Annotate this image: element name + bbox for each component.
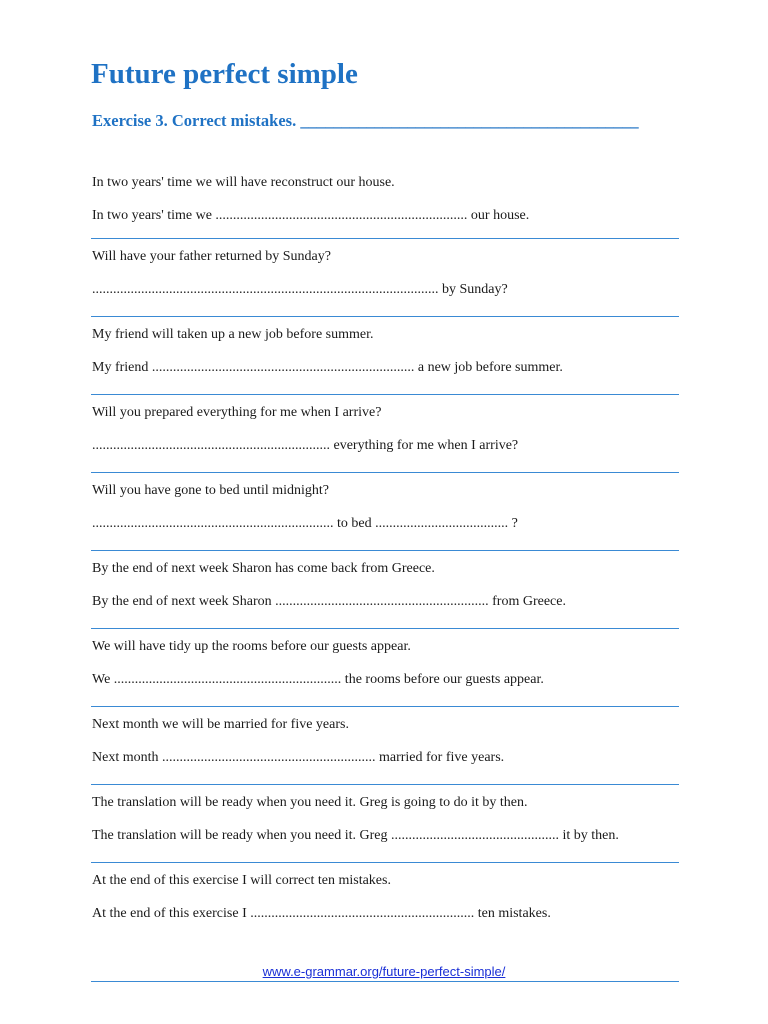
correction-line: We ................................................................. the rooms before our guests appear. (92, 672, 544, 687)
exercise-item-5 (91, 473, 679, 551)
exercise-item-4 (91, 395, 679, 473)
exercise-item-1 (91, 165, 679, 239)
exercise-item-2 (91, 239, 679, 317)
exercise-item-8 (91, 707, 679, 785)
incorrect-sentence: Will you prepared everything for me when I arrive? (92, 405, 382, 420)
correction-line: My friend ........................................................................... a new job before summer. (92, 360, 563, 375)
correction-line: At the end of this exercise I ................................................................ ten mistakes. (92, 906, 551, 921)
exercise-item-6 (91, 551, 679, 629)
incorrect-sentence: Will you have gone to bed until midnight? (92, 483, 330, 498)
incorrect-sentence: The translation will be ready when you need it. Greg is going to do it by then. (92, 795, 528, 810)
incorrect-sentence: We will have tidy up the rooms before our guests appear. (92, 639, 411, 654)
page-title: Future perfect simple (91, 58, 358, 90)
incorrect-sentence: Will have your father returned by Sunday? (92, 249, 331, 264)
correction-line: By the end of next week Sharon ............................................................. from Greece. (92, 594, 566, 609)
incorrect-sentence: In two years' time we will have reconstruct our house. (92, 175, 395, 190)
exercise-heading: Exercise 3. Correct mistakes. _________________________________________ (92, 111, 639, 130)
correction-line: ..................................................................... to bed ...................................... ? (92, 516, 518, 531)
exercise-item-3 (91, 317, 679, 395)
correction-line: .................................................................... everything for me when I arrive? (92, 438, 519, 453)
footer-link[interactable]: www.e-grammar.org/future-perfect-simple/ (262, 964, 506, 979)
incorrect-sentence: By the end of next week Sharon has come back from Greece. (92, 561, 435, 576)
correction-line: ................................................................................................... by Sunday? (92, 282, 508, 297)
incorrect-sentence: At the end of this exercise I will correct ten mistakes. (92, 873, 391, 888)
incorrect-sentence: Next month we will be married for five years. (92, 717, 349, 732)
correction-line: Next month ............................................................. married for five years. (92, 750, 505, 765)
incorrect-sentence: My friend will taken up a new job before summer. (92, 327, 374, 342)
exercise-item-9 (91, 785, 679, 863)
correction-line: In two years' time we ........................................................................ our house. (92, 208, 530, 223)
exercise-item-7 (91, 629, 679, 707)
exercise-list (91, 165, 679, 982)
correction-line: The translation will be ready when you need it. Greg ................................................ it by then. (92, 828, 619, 843)
